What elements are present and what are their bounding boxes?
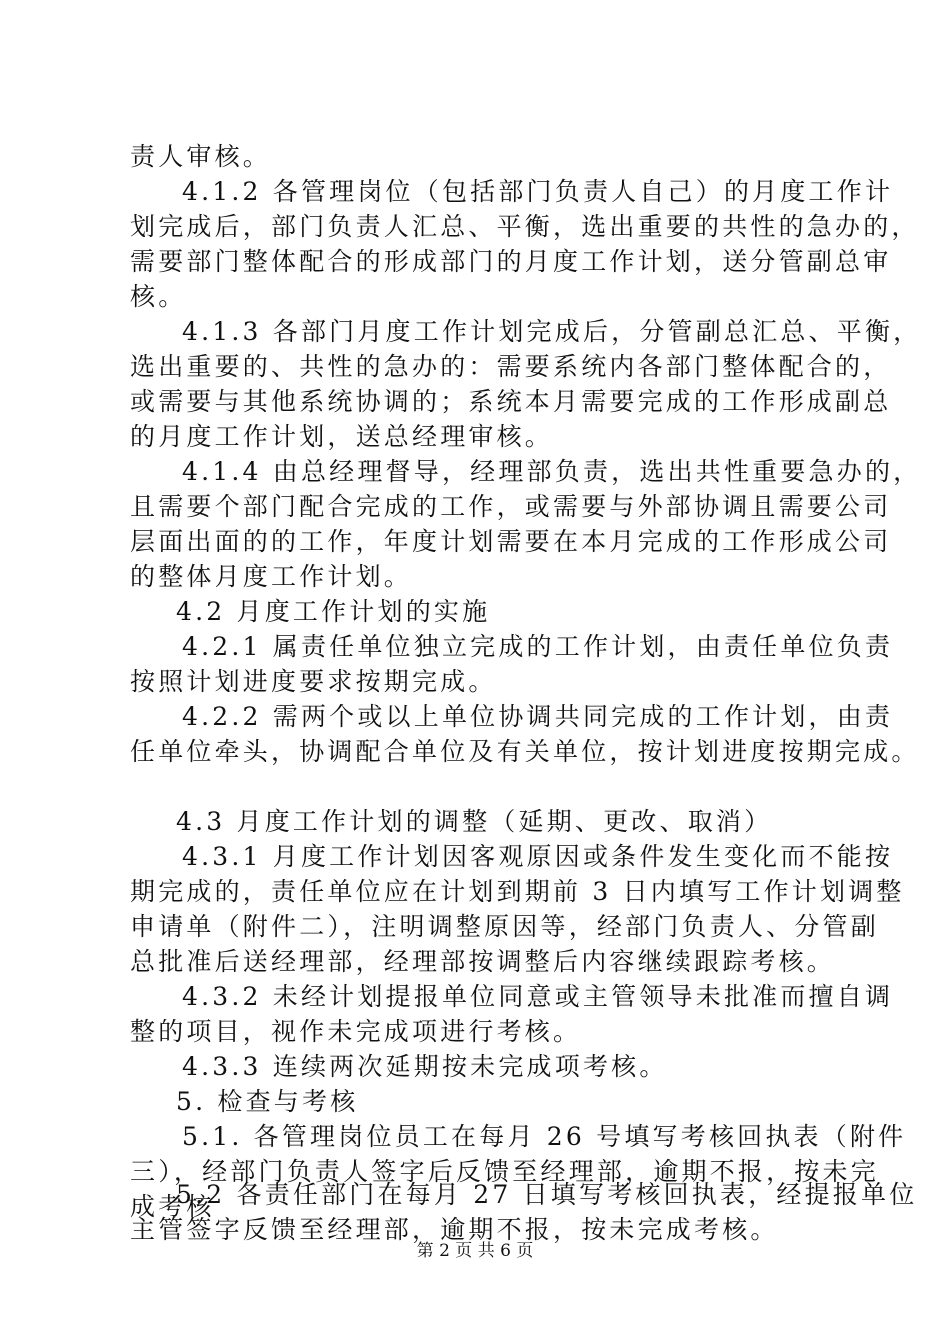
text-line: 4.3.3 连续两次延期按未完成项考核。 (182, 1052, 668, 1081)
text-line: 4.1.3 各部门月度工作计划完成后，分管副总汇总、平衡， (182, 317, 922, 346)
text-line: 期完成的，责任单位应在计划到期前 3 日内填写工作计划调整 (130, 877, 905, 906)
text-line: 按照计划进度要求按期完成。 (130, 667, 497, 696)
text-line: 选出重要的、共性的急办的：需要系统内各部门整体配合的， (130, 352, 892, 381)
text-line: 任单位牵头，协调配合单位及有关单位，按计划进度按期完成。 (130, 737, 920, 766)
text-line: 4.1.2 各管理岗位（包括部门负责人自己）的月度工作计 (182, 177, 894, 206)
page-number-footer: 第 2 页 共 6 页 (416, 1241, 534, 1261)
text-line: 4.1.4 由总经理督导，经理部负责，选出共性重要急办的， (182, 457, 922, 486)
text-line: 主管签字反馈至经理部，逾期不报，按未完成考核。 (130, 1215, 779, 1244)
text-line: 4.3.2 未经计划提报单位同意或主管领导未批准而擅自调 (182, 982, 894, 1011)
text-line: 层面出面的的工作，年度计划需要在本月完成的工作形成公司 (130, 527, 892, 556)
section-heading: 5. 检查与考核 (176, 1087, 359, 1116)
text-line: 的整体月度工作计划。 (130, 562, 413, 591)
text-line: 责人审核。 (130, 142, 272, 171)
section-heading: 4.3 月度工作计划的调整（延期、更改、取消） (176, 807, 773, 836)
text-line: 整的项目，视作未完成项进行考核。 (130, 1017, 582, 1046)
text-line: 申请单（附件二），注明调整原因等，经部门负责人、分管副 (130, 912, 879, 941)
text-line: 三），经部门负责人签字后反馈至经理部，逾期不报，按未完 (130, 1157, 879, 1186)
text-line: 且需要个部门配合完成的工作，或需要与外部协调且需要公司 (130, 492, 892, 521)
text-line: 的月度工作计划，送总经理审核。 (130, 422, 554, 451)
text-line: 4.2.2 需两个或以上单位协调共同完成的工作计划，由责 (182, 702, 894, 731)
text-line: 总批准后送经理部，经理部按调整后内容继续跟踪考核。 (130, 947, 836, 976)
text-line: 核。 (130, 282, 187, 311)
section-heading: 4.2 月度工作计划的实施 (176, 597, 491, 626)
text-line: 4.3.1 月度工作计划因客观原因或条件发生变化而不能按 (182, 842, 894, 871)
text-line: 成考核 (130, 1192, 215, 1221)
text-line: 划完成后，部门负责人汇总、平衡，选出重要的共性的急办的， (130, 212, 920, 241)
text-line: 需要部门整体配合的形成部门的月度工作计划，送分管副总审 (130, 247, 892, 276)
text-line: 4.2.1 属责任单位独立完成的工作计划，由责任单位负责 (182, 632, 894, 661)
text-line: 5.2 各责任部门在每月 27 日填写考核回执表，经提报单位 (176, 1180, 918, 1209)
text-line: 5.1. 各管理岗位员工在每月 26 号填写考核回执表（附件 (182, 1122, 907, 1151)
text-line: 或需要与其他系统协调的；系统本月需要完成的工作形成副总 (130, 387, 892, 416)
